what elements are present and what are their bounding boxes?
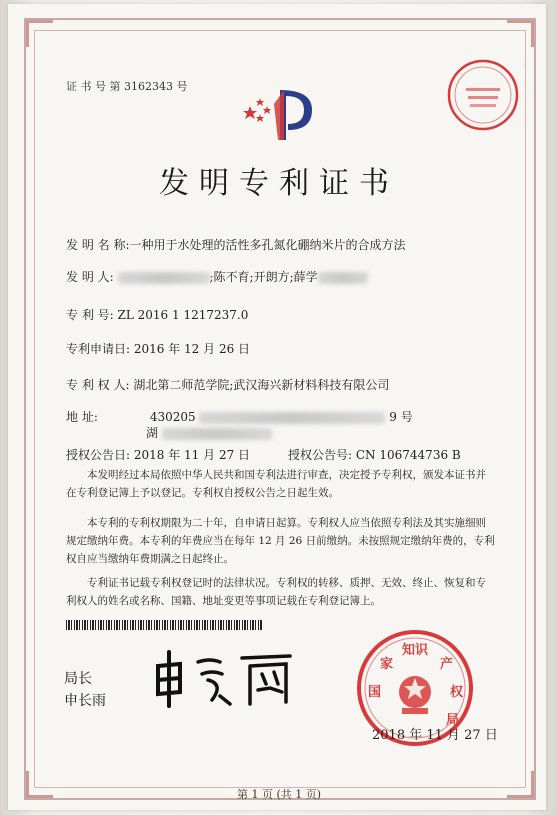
patent-office-logo-icon (240, 84, 320, 144)
corner-ornament (507, 20, 534, 47)
certificate-number: 证 书 号 第 3162343 号 (66, 80, 188, 93)
paragraph-term: 本专利的专利权期限为二十年，自申请日起算。专利权人应当依照专利法及其实施细则规定缴纳年费。本专利的年费应当在每年 12 月 26 日前缴纳。未按照规定缴纳年费的，专利权自应当缴纳年费期满之日起终止。 (66, 517, 495, 565)
patent-number-label: 专 利 号: (66, 308, 114, 322)
patent-number-row (66, 306, 248, 323)
announce-number-value: CN 106744736 B (355, 448, 461, 462)
paragraph-grant: 本发明经过本局依照中华人民共和国专利法进行审查，决定授予专利权，颁发本证书并在专利登记簿上予以登记。专利权自授权公告之日起生效。 (66, 469, 486, 499)
svg-text:知识: 知识 (401, 643, 429, 658)
invention-name-label: 发 明 名 称: (66, 238, 130, 252)
patent-number-value: ZL 2016 1 1217237.0 (117, 308, 249, 322)
invention-name-row (66, 236, 406, 253)
svg-text:家: 家 (380, 657, 394, 672)
inventor-row (66, 268, 368, 285)
director-title: 局长 (64, 671, 92, 687)
top-right-seal-icon (446, 58, 520, 132)
svg-text:产: 产 (440, 657, 454, 672)
address-row (66, 408, 413, 425)
announce-date-value: 2018 年 11 月 27 日 (133, 448, 251, 462)
redacted-address (199, 412, 385, 424)
svg-text:局: 局 (446, 713, 460, 728)
filing-date-row (66, 340, 250, 357)
filing-date-value: 2016 年 12 月 26 日 (133, 342, 251, 356)
patentee-value: 湖北第二师范学院;武汉海兴新材料科技有限公司 (133, 378, 390, 392)
address-line2-prefix: 湖 (146, 426, 159, 440)
redacted-inventor-tail (318, 272, 368, 284)
patentee-row (66, 376, 389, 393)
page-number: 第 1 页 (共 1 页) (236, 788, 322, 801)
inventor-visible-names: ;陈不育;开朗方;薛学 (209, 270, 318, 284)
barcode (66, 620, 262, 630)
svg-text:国: 国 (368, 685, 382, 700)
announce-number-label: 授权公告号: (288, 448, 353, 462)
paragraph-legal-status: 专利证书记载专利权登记时的法律状况。专利权的转移、质押、无效、终止、恢复和专利权人的姓名或名称、国籍、地址变更等事项记载在专利登记簿上。 (66, 577, 486, 607)
inventor-label: 发 明 人: (66, 270, 114, 284)
address-prefix: 430205 (149, 410, 196, 424)
announce-number-row (288, 446, 461, 463)
patentee-label: 专 利 权 人: (66, 378, 130, 392)
redacted-inventor-names (118, 272, 210, 284)
certificate-title: 发明专利证书 (159, 166, 399, 201)
invention-name-value: 一种用于水处理的活性多孔氮化硼纳米片的合成方法 (129, 238, 406, 252)
svg-text:权: 权 (450, 685, 464, 700)
director-signature-icon (150, 644, 300, 714)
grant-date: 2018 年 11 月 27 日 (372, 728, 498, 743)
announce-date-label: 授权公告日: (66, 448, 131, 462)
redacted-address-line2 (162, 428, 272, 440)
address-suffix: 9 号 (389, 410, 413, 424)
address-label: 地 址: (66, 410, 98, 424)
address-line-2 (146, 424, 272, 441)
filing-date-label: 专利申请日: (66, 342, 131, 356)
director-name: 申长雨 (64, 693, 106, 709)
corner-ornament (26, 20, 53, 47)
announce-date-row (66, 446, 250, 463)
